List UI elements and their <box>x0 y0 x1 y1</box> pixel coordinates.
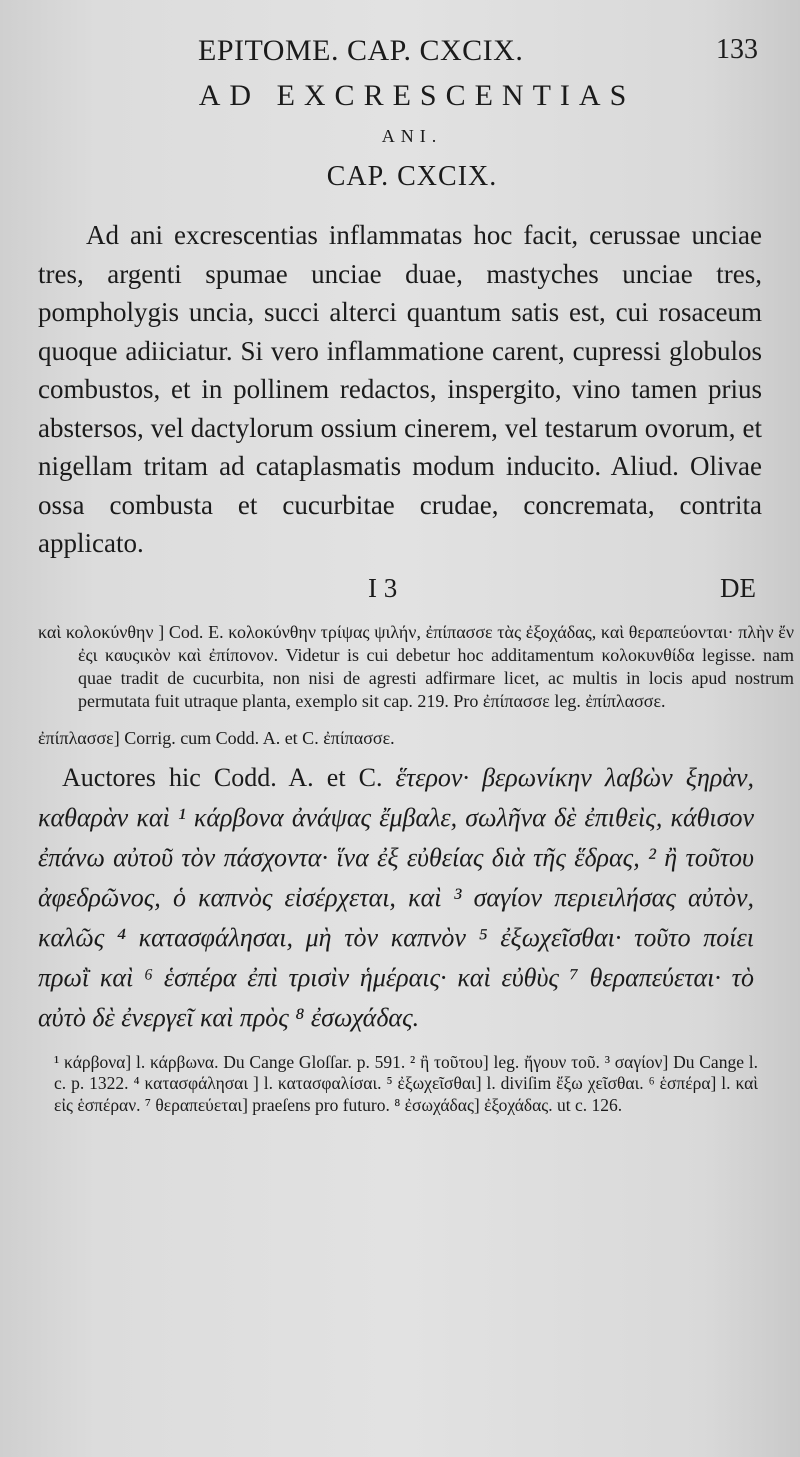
greek-paragraph <box>38 758 754 1038</box>
main-paragraph: Ad ani excrescentias inflammatas hoc facit, cerussae unciae tres, argenti spumae unciae duae, mastyches unciae tres, pompholygis uncia, succi alterci quantum satis est, cui rosaceum quoque adiiciatur. Si vero inflammatione carent, cupressi globulos combustos, et in pollinem redactos, inspergito, vino tamen prius abstersos, vel dactylorum ossium cinerem, vel testarum ovorum, et nigellam tritam ad cataplasmatis modum inducito. Aliud. Olivae ossa combusta et cucurbitae crudae, concremata, contrita applicato. <box>38 220 762 558</box>
chapter-subtitle: ANI. <box>381 126 443 146</box>
chapter-title: AD EXCRESCENTIAS <box>198 79 636 112</box>
greek-paragraph-text: ἕτερον· βερωνίκην λαβὼν ξηρὰν, καθαρὰν καὶ ¹ κάρβονα ἀνάψας ἔμβαλε, σωλῆνα δὲ ἐπιθεὶς, κάθισον ἐπάνω αὐτοῦ τὸν πάσχοντα· ἵνα ἐξ εὐθείας διὰ τῆς ἕδρας, ² ἢ τοῦτου ἀφεδρῶνος, ὁ καπνὸς εἰσέρχεται, καὶ ³ σαγίον περιειλήσας αὐτὸν, καλῶς ⁴ κατασφάλησαι, μὴ τὸν καπνὸν ⁵ ἐξωχεῖσθαι· τοῦτο ποίει πρωῒ καὶ ⁶ ἑσπέρα ἐπὶ τρισὶν ἡμέραις· καὶ εὐθὺς ⁷ θεραπεύεται· τὸ αὐτὸ δὲ ἐνεργεῖ καὶ πρὸς ⁸ ἐσωχάδας. <box>38 762 755 1032</box>
numbered-notes: ¹ κάρβονα] l. κάρβωνα. Du Cange Gloſſar. p. 591. ² ἢ τοῦτου] leg. ἤγουν τοῦ. ³ σαγίον] Du Cange l. c. p. 1322. ⁴ κατασφάλησαι ] l. κατασφαλίσαι. ⁵ ἐξωχεῖσθαι] l. diviſim ἔξω χεῖσθαι. ⁶ ἑσπέρα] l. καὶ εἰς ἑσπέραν. ⁷ θεραπεύεται] praeſens pro futuro. ⁸ ἐσωχάδας] ἐξοχάδας. ut c. 126. <box>54 1051 758 1115</box>
chapter-number: CAP. CXCIX. <box>326 161 498 192</box>
footnote-1: καὶ κολοκύνθην ] Cod. E. κολοκύνθην τρίψας ψιλήν, ἐπίπασσε τὰς ἐξοχάδας, καὶ θεραπεύονται· πλὴν ἔν ἐςι καυςικὸν καὶ ἐπίπονον. Videtur is cui debetur hoc additamentum κολοκυνθίδα legisse. nam quae tradit de cucurbita, non nisi de agresti adfirmare licet, ac multis in locis apud nostrum permutata fuit utraque planta, exemplo sit cap. 219. Pro ἐπίπασσε leg. ἐπίπλασσε. <box>38 621 794 711</box>
catchword: DE <box>720 572 756 603</box>
running-title: EPITOME. CAP. CXCIX. <box>198 34 524 67</box>
signature-line <box>38 573 786 613</box>
greek-paragraph-lead: Auctores hic Codd. A. et C. <box>62 762 383 792</box>
chapter-heading <box>38 78 786 196</box>
signature-mark: I 3 <box>368 572 398 603</box>
page-number: 133 <box>716 34 758 65</box>
running-head <box>38 28 786 72</box>
footnote-2: ἐπίπλασσε] Corrig. cum Codd. A. et C. ἐπίπασσε. <box>38 727 395 748</box>
